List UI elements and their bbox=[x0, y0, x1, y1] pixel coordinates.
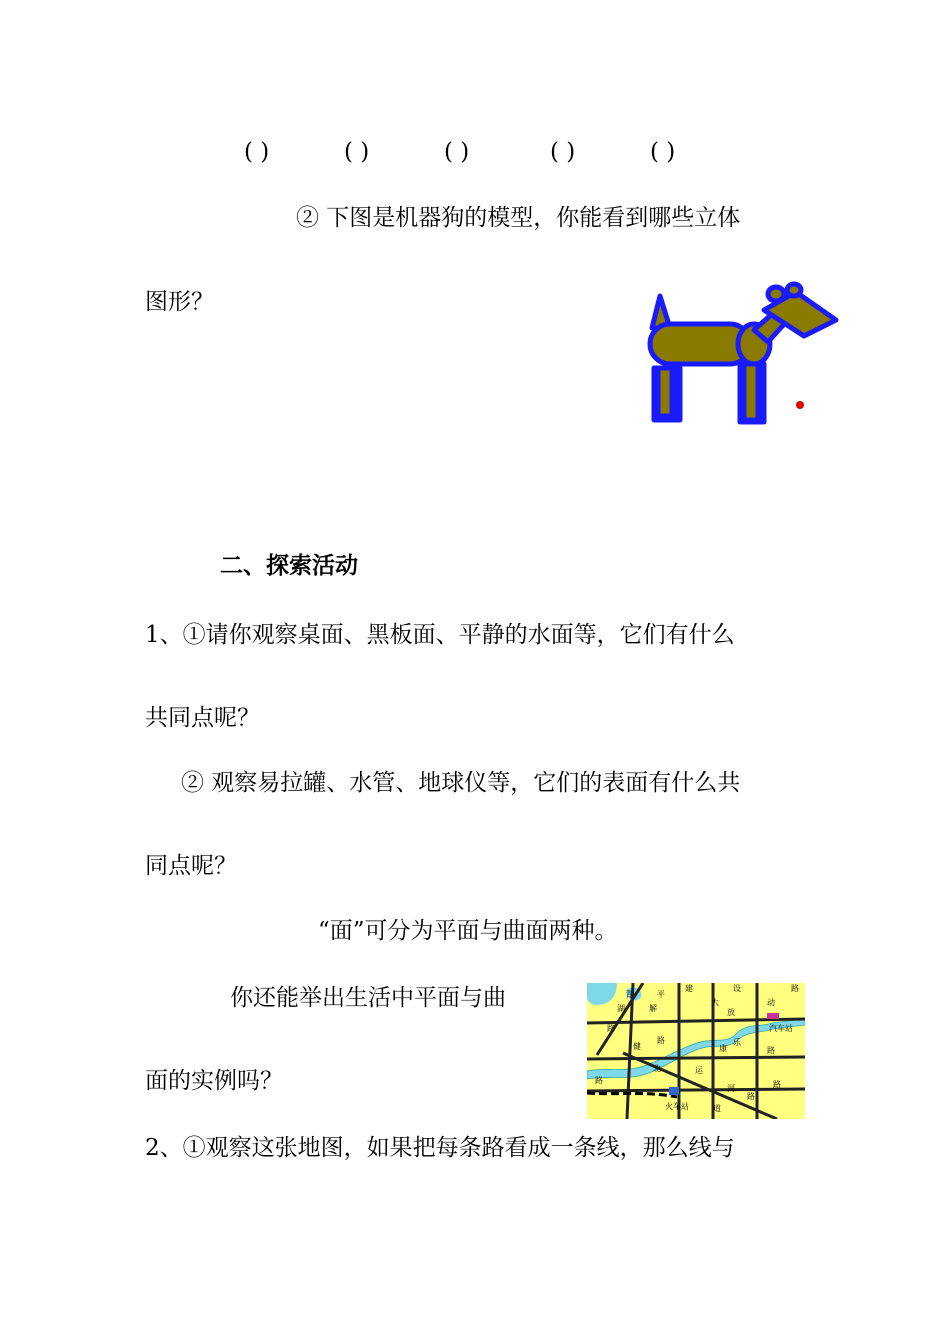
item-1a-line-2: 共同点呢？ bbox=[145, 705, 260, 731]
item-1c-line-1: 你还能举出生活中平面与曲 bbox=[230, 985, 506, 1011]
question-2-line-2: 图形？ bbox=[145, 289, 214, 315]
answer-blank-3: ( ) bbox=[444, 139, 470, 165]
map-label: 乐 bbox=[733, 1038, 741, 1047]
map-label: 平 bbox=[657, 990, 665, 999]
map-label: 火车站 bbox=[665, 1102, 689, 1111]
map-label: 汽车站 bbox=[769, 1024, 793, 1033]
map-label: 湖 bbox=[617, 1004, 625, 1013]
map-label: 路 bbox=[791, 984, 799, 993]
answer-blank-2: ( ) bbox=[344, 139, 370, 165]
item-1b-line-1: ② 观察易拉罐、水管、地球仪等，它们的表面有什么共 bbox=[181, 770, 741, 796]
answer-blank-1: ( ) bbox=[244, 139, 270, 165]
map-label: 解 bbox=[649, 1004, 657, 1013]
map-label: 路 bbox=[595, 1076, 603, 1085]
road-map-figure bbox=[587, 983, 805, 1119]
map-label: 河 bbox=[727, 1084, 735, 1093]
map-label: 建 bbox=[685, 984, 693, 993]
answer-blank-4: ( ) bbox=[550, 139, 576, 165]
red-dot bbox=[796, 401, 804, 409]
map-label: 康 bbox=[719, 1044, 727, 1053]
map-label: 青 bbox=[625, 990, 633, 999]
map-label: 大 bbox=[711, 998, 719, 1007]
section-2-title: 二、探索活动 bbox=[220, 552, 358, 579]
map-label: 路 bbox=[767, 1046, 775, 1055]
map-label: 设 bbox=[733, 984, 741, 993]
map-label: 道 bbox=[713, 1104, 721, 1113]
robot-dog-figure bbox=[636, 280, 846, 430]
item-1b-line-2: 同点呢？ bbox=[145, 853, 237, 879]
map-label: 路 bbox=[747, 1092, 755, 1101]
map-label: 路 bbox=[773, 1080, 781, 1089]
item-1a-line-1: 1、①请你观察桌面、黑板面、平静的水面等，它们有什么 bbox=[145, 622, 735, 648]
answer-blank-5: ( ) bbox=[650, 139, 676, 165]
item-2a-line-1: 2、①观察这张地图，如果把每条路看成一条线，那么线与 bbox=[145, 1135, 735, 1161]
map-label: 路 bbox=[607, 1024, 615, 1033]
map-label: 放 bbox=[727, 1008, 735, 1017]
map-label: 运 bbox=[695, 1066, 703, 1075]
map-label: 健 bbox=[633, 1042, 641, 1051]
map-label: 路 bbox=[657, 1036, 665, 1045]
map-label: 动 bbox=[767, 998, 775, 1007]
map-label: 北 bbox=[653, 1064, 661, 1073]
item-1c-line-2: 面的实例吗？ bbox=[145, 1068, 283, 1094]
conclusion-text: “面”可分为平面与曲面两种。 bbox=[318, 918, 618, 944]
question-2-line-1: ② 下图是机器狗的模型，你能看到哪些立体 bbox=[296, 205, 741, 231]
